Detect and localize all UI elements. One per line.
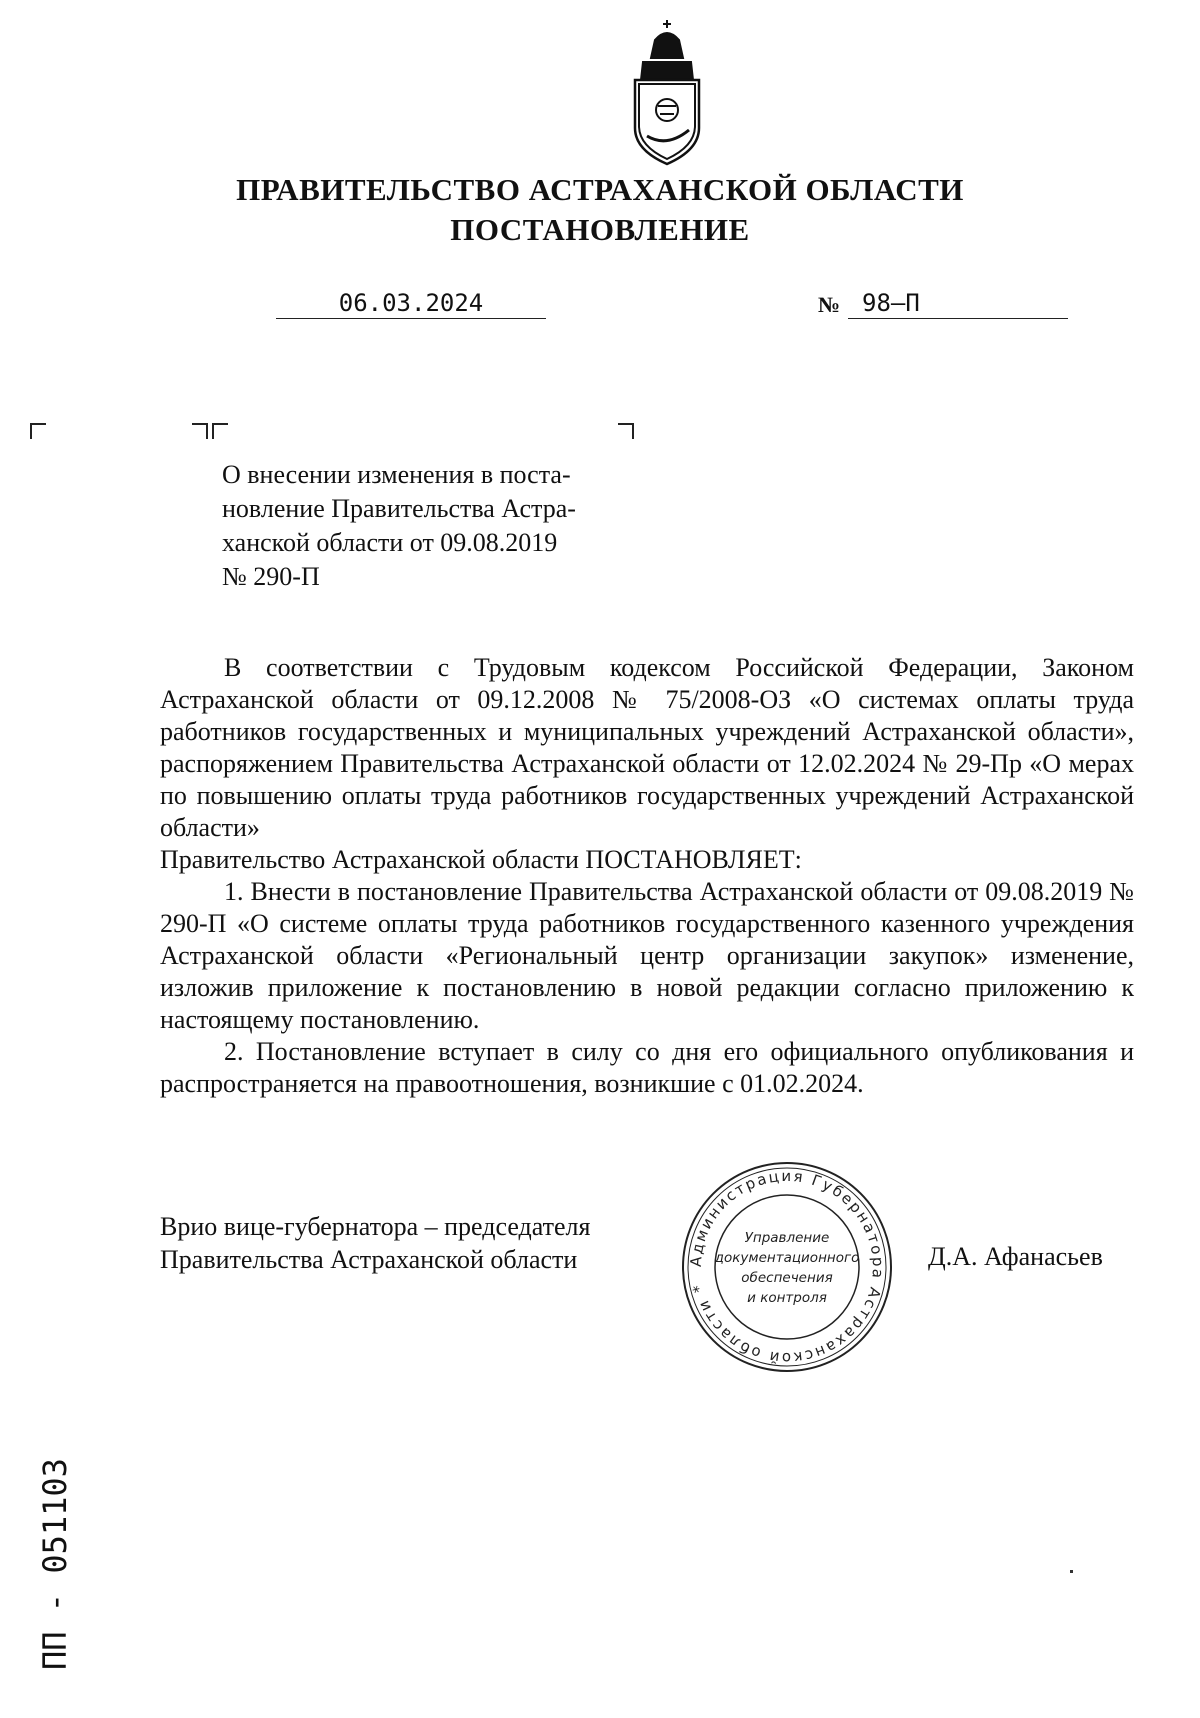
- stamp-center-line: Управление: [744, 1230, 830, 1246]
- stamp-center-line: обеспечения: [741, 1270, 833, 1286]
- official-stamp: [678, 1158, 896, 1376]
- document-number: 98–П: [862, 289, 920, 317]
- organization-name: ПРАВИТЕЛЬСТВО АСТРАХАНСКОЙ ОБЛАСТИ ПОСТАНОВЛЕНИЕ: [0, 170, 1200, 250]
- resolves-line: Правительство Астраханской области ПОСТАНОВЛЯЕТ:: [160, 845, 802, 874]
- document-subject: О внесении изменения в поста- новление Правительства Астра- ханской области от 09.08.2019 № 290-П: [222, 460, 576, 591]
- item-1-paragraph: 1. Внести в постановление Правительства Астраханской области от 09.08.2019 № 290-П «О системе оплаты труда работников государственного казенного учреждения Астраханской области «Региональный центр организации закупок» изменение, изложив приложение к постановлению в новой редакции согласно приложению к настоящему постановлению.: [160, 877, 1134, 1034]
- serial-number-text: ПП - 051103: [36, 1458, 74, 1670]
- date-underline: [276, 318, 546, 319]
- document-body: [160, 652, 1134, 1100]
- signatory-name: Д.А. Афанасьев: [928, 1242, 1103, 1271]
- number-underline: [848, 318, 1068, 319]
- signatory-title: Врио вице-губернатора – председателя Правительства Астраханской области: [160, 1212, 591, 1274]
- document-date: 06.03.2024: [338, 289, 484, 317]
- stamp-ring-text: Администрация Губернатора Астраханской области *: [686, 1166, 888, 1368]
- corner-mark: [212, 423, 228, 439]
- corner-mark: [30, 423, 46, 439]
- corner-mark: [618, 423, 634, 439]
- corner-mark: [192, 423, 208, 439]
- scan-speck: [1070, 1570, 1073, 1573]
- document-type: ПОСТАНОВЛЕНИЕ: [450, 212, 750, 247]
- coat-of-arms-emblem: [625, 18, 709, 168]
- number-sign: №: [818, 292, 841, 317]
- stamp-center-line: и контроля: [747, 1290, 827, 1306]
- svg-text:Администрация Губернатора Астр: [687, 1167, 887, 1367]
- serial-number: [20, 1380, 80, 1680]
- item-2-paragraph: 2. Постановление вступает в силу со дня его официального опубликования и распространяется на правоотношения, возникшие с 01.02.2024.: [160, 1037, 1134, 1098]
- stamp-center-line: документационного: [714, 1250, 860, 1266]
- preamble-paragraph: В соответствии с Трудовым кодексом Российской Федерации, Законом Астраханской области от 09.12.2008 № 75/2008-ОЗ «О системах оплаты труда работников государственных и муниципальных учреждений Астраханской области», распоряжением Правительства Астраханской области от 12.02.2024 № 29-Пр «О мерах по повышению оплаты труда работников государственных учреждений Астраханской области»: [160, 653, 1134, 842]
